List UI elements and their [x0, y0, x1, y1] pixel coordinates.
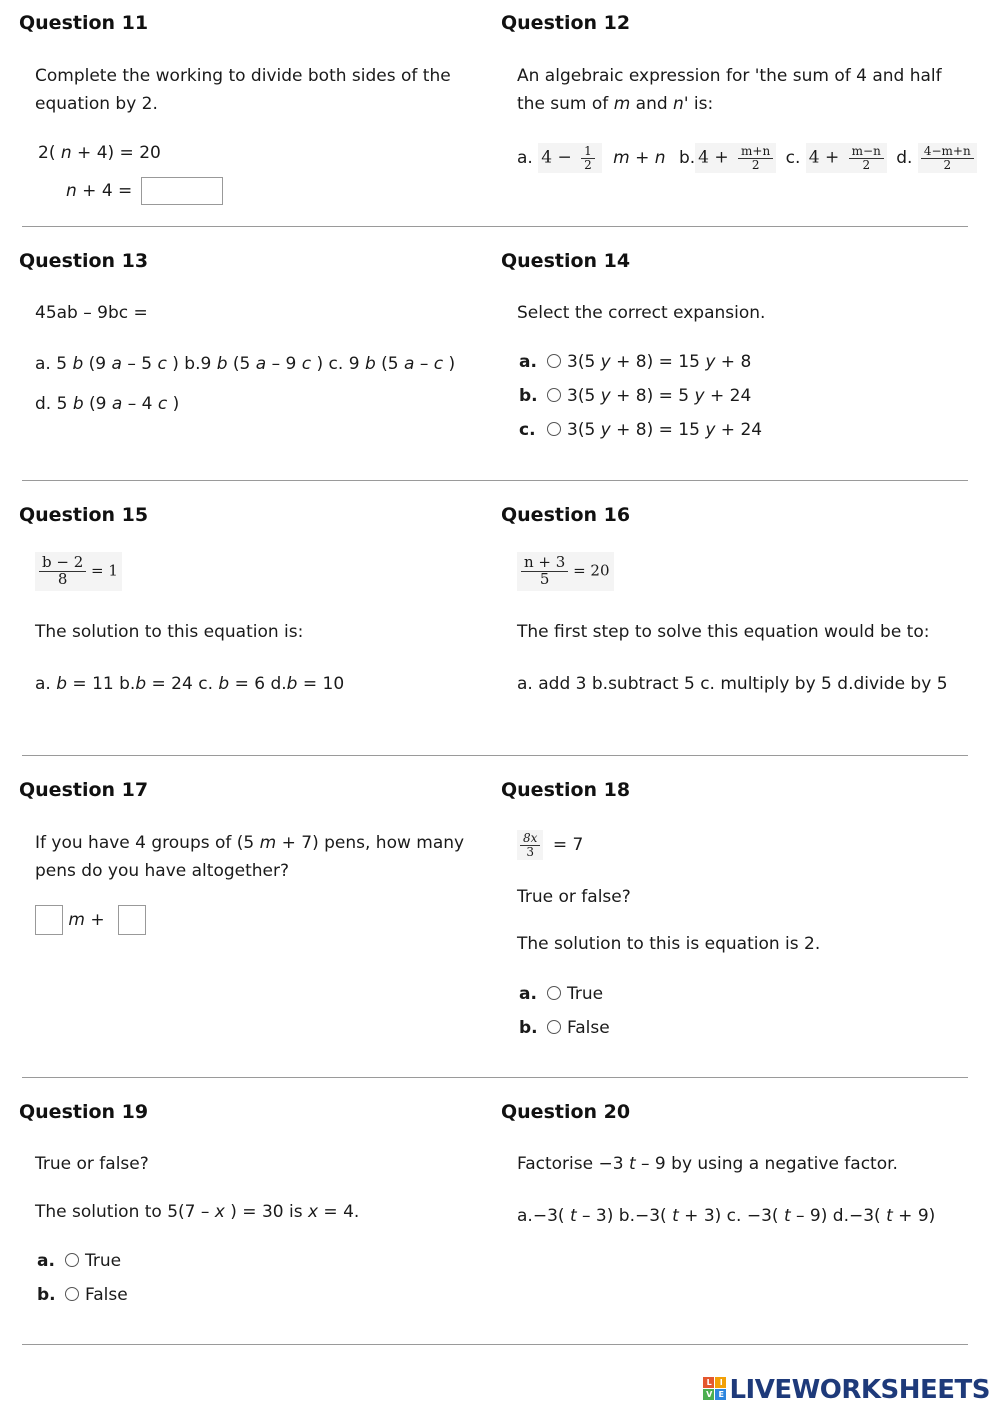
option-d[interactable]: d.divide by 5 — [837, 674, 948, 694]
option-c[interactable]: c. 9 b (5 a – c ) — [328, 354, 456, 374]
question-11-text: Complete the working to divide both sides of the equation by 2. — [35, 66, 451, 114]
divider — [22, 226, 968, 227]
option-b[interactable]: b.subtract 5 — [591, 674, 701, 694]
question-16-equation: $\frac{n + 3}{5}$ = 20 — [517, 552, 614, 591]
option-b[interactable]: b.9 b (5 a – 9 c ) — [184, 354, 329, 374]
option-a[interactable]: a. b = 11 — [35, 674, 120, 694]
option-d[interactable]: d. $\frac{4-m+n}{2}$ — [896, 148, 976, 168]
option-b[interactable]: b.b = 24 — [119, 674, 199, 694]
question-13-options-line1 — [35, 354, 455, 374]
divider — [22, 480, 968, 481]
question-11-equation: 2( n + 4) = 20 — [38, 143, 161, 163]
option-c[interactable]: c. multiply by 5 — [700, 674, 838, 694]
question-17-answer: m + — [35, 905, 146, 935]
question-14-text: Select the correct expansion. — [517, 303, 766, 323]
question-18-equation: $\frac{8x}{3}$ = 7 — [517, 830, 583, 860]
question-16-title: Question 16 — [501, 504, 631, 526]
question-12-text: An algebraic expression for 'the sum of 4 and half the sum of m and n' is: — [517, 66, 942, 114]
divider — [22, 755, 968, 756]
question-20-text: Factorise −3 t – 9 by using a negative factor. — [517, 1154, 898, 1174]
question-15-equation: $\frac{b - 2}{8}$ = 1 — [35, 552, 122, 591]
divider — [22, 1077, 968, 1078]
radio-circle[interactable] — [547, 986, 561, 1000]
question-19-title: Question 19 — [19, 1101, 149, 1123]
question-11-title: Question 11 — [19, 12, 149, 34]
question-17-title: Question 17 — [19, 779, 149, 801]
question-20-title: Question 20 — [501, 1101, 631, 1123]
question-13-expression: 45ab – 9bc = — [35, 303, 148, 323]
radio-option-a[interactable]: a. 3(5 y + 8) = 15 y + 8 — [519, 352, 752, 372]
option-c[interactable]: c. −3( t – 9) — [726, 1206, 833, 1226]
option-d[interactable]: d. 5 b (9 a – 4 c ) — [35, 394, 180, 414]
question-18-title: Question 18 — [501, 779, 631, 801]
answer-input-coefficient[interactable] — [35, 905, 63, 935]
question-14-title: Question 14 — [501, 250, 631, 272]
question-18-text: The solution to this is equation is 2. — [517, 934, 821, 954]
question-19-prompt: True or false? — [35, 1154, 149, 1174]
option-d[interactable]: d.−3( t + 9) — [832, 1206, 936, 1226]
radio-option-false[interactable]: b. False — [37, 1285, 128, 1305]
question-20-options — [517, 1206, 935, 1226]
radio-circle[interactable] — [65, 1253, 79, 1267]
option-b[interactable]: b.−3( t + 3) — [618, 1206, 727, 1226]
question-12-options — [517, 143, 977, 173]
question-15-text: The solution to this equation is: — [35, 622, 304, 642]
option-d[interactable]: d.b = 10 — [270, 674, 345, 694]
liveworksheets-logo — [703, 1375, 990, 1405]
radio-option-false[interactable]: b. False — [519, 1018, 610, 1038]
radio-circle[interactable] — [547, 388, 561, 402]
question-19-text: The solution to 5(7 – x ) = 30 is x = 4. — [35, 1202, 360, 1222]
question-18-prompt: True or false? — [517, 887, 631, 907]
question-13-title: Question 13 — [19, 250, 149, 272]
radio-option-true[interactable]: a. True — [519, 984, 604, 1004]
question-12-title: Question 12 — [501, 12, 631, 34]
radio-circle[interactable] — [65, 1287, 79, 1301]
option-b[interactable]: b. 4 + $\frac{m+n}{2}$ — [679, 148, 782, 168]
radio-option-b[interactable]: b. 3(5 y + 8) = 5 y + 24 — [519, 386, 752, 406]
question-15-title: Question 15 — [19, 504, 149, 526]
question-11-step: n + 4 = — [66, 177, 223, 205]
question-15-options — [35, 674, 344, 694]
option-a[interactable]: a. 5 b (9 a – 5 c ) — [35, 354, 185, 374]
radio-circle[interactable] — [547, 422, 561, 436]
logo-text: LIVEWORKSHEETS — [729, 1375, 990, 1405]
option-a[interactable]: a. 4 − $\frac{1}{2}$ m + n — [517, 144, 666, 172]
question-17-text: If you have 4 groups of (5 m + 7) pens, how many pens do you have altogether? — [35, 833, 465, 881]
option-a[interactable]: a. add 3 — [517, 674, 592, 694]
option-c[interactable]: c. 4 + $\frac{m-n}{2}$ — [786, 148, 893, 168]
radio-option-c[interactable]: c. 3(5 y + 8) = 15 y + 24 — [519, 420, 763, 440]
answer-input-constant[interactable] — [118, 905, 146, 935]
radio-circle[interactable] — [547, 1020, 561, 1034]
radio-option-true[interactable]: a. True — [37, 1251, 122, 1271]
question-16-text: The first step to solve this equation would be to: — [517, 622, 930, 642]
question-16-options — [517, 674, 948, 694]
liveworksheets-logo-icon: L I V E — [703, 1377, 726, 1400]
divider — [22, 1344, 968, 1345]
radio-circle[interactable] — [547, 354, 561, 368]
answer-input[interactable] — [141, 177, 223, 205]
option-c[interactable]: c. b = 6 — [198, 674, 271, 694]
option-a[interactable]: a.−3( t – 3) — [517, 1206, 619, 1226]
